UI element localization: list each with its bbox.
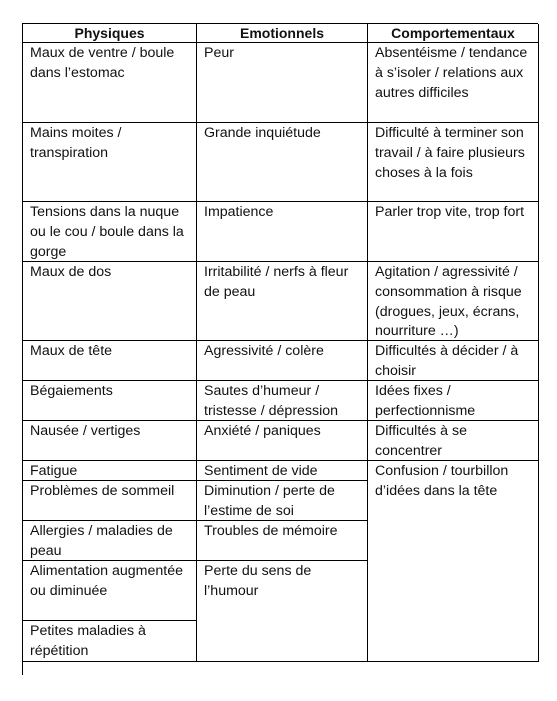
comportemental-cell: Difficultés à se concentrer — [368, 421, 539, 461]
comportemental-cell: Agitation / agressivité / consommation à risque (drogues, jeux, écrans, nourriture …) — [368, 262, 539, 341]
symptoms-table — [22, 23, 538, 675]
comportemental-cell: Confusion / tourbillon d’idées dans la tête — [368, 461, 539, 662]
emotionnel-cell: Peur — [197, 43, 368, 123]
physique-cell: Maux de tête — [23, 341, 197, 381]
physique-cell: Mains moites / transpiration — [23, 123, 197, 202]
emotionnel-cell: Anxiété / paniques — [197, 421, 368, 461]
emotionnel-cell: Troubles de mémoire — [197, 521, 368, 561]
emotionnel-cell: Impatience — [197, 202, 368, 262]
physique-cell: Allergies / maladies de peau — [23, 521, 197, 561]
emotionnel-cell: Diminution / perte de l’estime de soi — [197, 481, 368, 521]
comportemental-cell: Parler trop vite, trop fort — [368, 202, 539, 262]
comportemental-cell: Difficulté à terminer son travail / à faire plusieurs choses à la fois — [368, 123, 539, 202]
comportemental-cell: Difficultés à décider / à choisir — [368, 341, 539, 381]
emotionnel-cell: Sentiment de vide — [197, 461, 368, 481]
emotionnel-cell: Perte du sens de l’humour — [197, 561, 368, 662]
emotionnel-cell: Sautes d’humeur / tristesse / dépression — [197, 381, 368, 421]
emotionnel-cell: Agressivité / colère — [197, 341, 368, 381]
emotionnel-cell: Grande inquiétude — [197, 123, 368, 202]
physique-cell: Problèmes de sommeil — [23, 481, 197, 521]
emotionnel-cell: Irritabilité / nerfs à fleur de peau — [197, 262, 368, 341]
physique-cell: Petites maladies à répétition — [23, 621, 197, 662]
header-emotionnels: Emotionnels — [197, 24, 368, 43]
physique-cell: Alimentation augmentée ou diminuée — [23, 561, 197, 621]
comportemental-cell: Absentéisme / tendance à s’isoler / relations aux autres difficiles — [368, 43, 539, 123]
physique-cell: Maux de dos — [23, 262, 197, 341]
physique-cell: Bégaiements — [23, 381, 197, 421]
physique-cell: Fatigue — [23, 461, 197, 481]
header-comportementaux: Comportementaux — [368, 24, 539, 43]
header-physiques: Physiques — [23, 24, 197, 43]
physique-cell: Nausée / vertiges — [23, 421, 197, 461]
physique-cell: Tensions dans la nuque ou le cou / boule dans la gorge — [23, 202, 197, 262]
comportemental-cell: Idées fixes / perfectionnisme — [368, 381, 539, 421]
physique-cell: Maux de ventre / boule dans l’estomac — [23, 43, 197, 123]
